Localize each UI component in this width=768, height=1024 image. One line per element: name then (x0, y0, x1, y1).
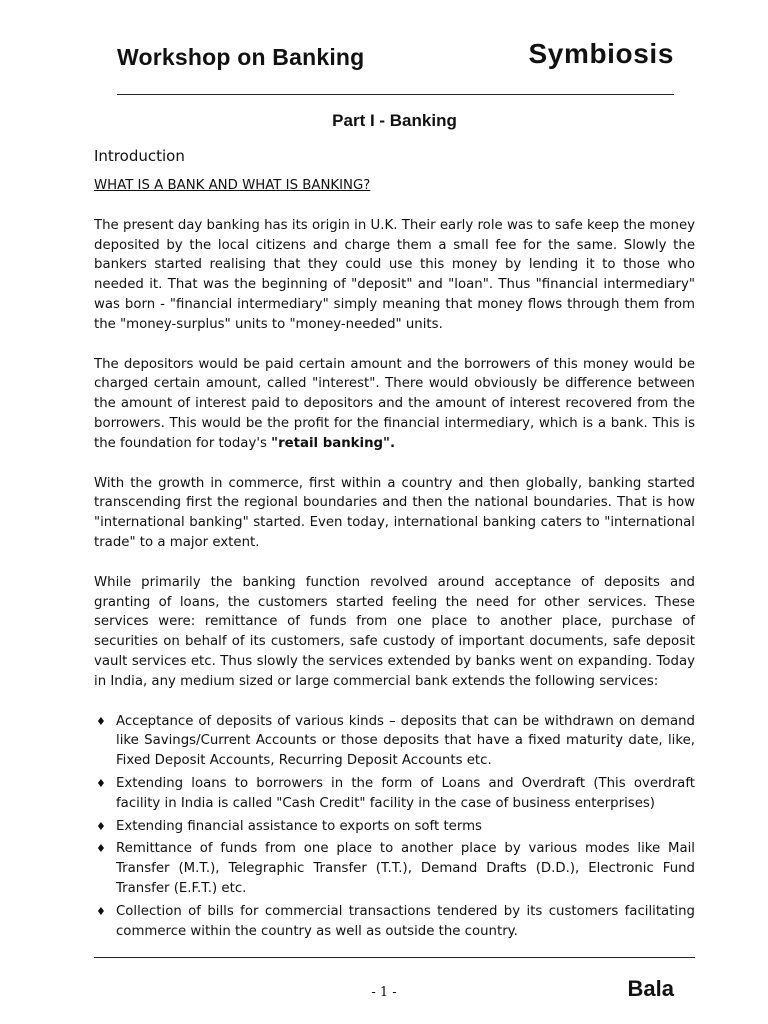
list-item (94, 712, 695, 771)
list-item (94, 774, 695, 814)
document-body (94, 110, 695, 944)
list-item (94, 839, 695, 898)
list-item-text: Collection of bills for commercial transactions tendered by its customers facilitating commerce within the country as well as outside the country. (116, 903, 695, 939)
diamond-bullet-icon: ♦ (96, 904, 106, 918)
footer-author: Bala (627, 976, 674, 1001)
list-item-text: Remittance of funds from one place to another place by various modes like Mail Transfer (M.T.), Telegraphic Transfer (T.T.), Demand Drafts (D.D.), Electronic Fund Transfer (E.F.T.) etc. (116, 841, 695, 896)
paragraph-1: The present day banking has its origin in U.K. Their early role was to safe keep the money deposited by the local citizens and charge them a small fee for the same. Slowly the bankers started realising that they could use this money by lending it to those who needed it. That was the beginning of "deposit" and "loan". Thus "financial intermediary" was born - "financial intermediary" simply meaning that money flows through them from the "money-surplus" units to "money-needed" units. (94, 217, 695, 332)
diamond-bullet-icon: ♦ (96, 819, 106, 833)
list-item (94, 817, 695, 837)
sub-heading: WHAT IS A BANK AND WHAT IS BANKING? (94, 178, 371, 193)
list-item (94, 902, 695, 942)
paragraph-2 (94, 355, 695, 454)
paragraph-3: With the growth in commerce, first within a country and then globally, banking started transcending first the regional boundaries and then the national boundaries. That is how "international banking" started. Even today, international banking caters to "international trade" to a major extent. (94, 475, 695, 550)
section-heading: Introduction (94, 147, 185, 165)
list-item-text: Extending loans to borrowers in the form of Loans and Overdraft (This overdraft facility in India is called "Cash Credit" facility in the case of business enterprises) (116, 775, 695, 811)
diamond-bullet-icon: ♦ (96, 714, 106, 728)
page-header (117, 36, 674, 95)
header-title: Workshop on Banking (117, 44, 365, 70)
part-title: Part I - Banking (332, 111, 457, 130)
header-institution: Symbiosis (528, 38, 674, 69)
paragraph-4: While primarily the banking function revolved around acceptance of deposits and granting of loans, the customers started feeling the need for other services. These services were: remittance of funds from one place to another place, purchase of securities on behalf of its customers, safe custody of important documents, safe deposit vault services etc. Thus slowly the services extended by banks went on expanding. Today in India, any medium sized or large commercial bank extends the following services: (94, 574, 695, 689)
diamond-bullet-icon: ♦ (96, 776, 106, 790)
list-item-text: Acceptance of deposits of various kinds – deposits that can be withdrawn on demand like Savings/Current Accounts or those deposits that have a fixed maturity date, like, Fixed Deposit Accounts, Recurring Deposit Accounts etc. (116, 713, 695, 769)
paragraph-2-text: The depositors would be paid certain amount and the borrowers of this money would be charged certain amount, called "interest". There would obviously be difference between the amount of interest paid to depositors and the amount of interest recovered from the borrowers. This would be the profit for the financial intermediary, which is a bank. This is the foundation for today's (94, 356, 695, 451)
retail-banking-emphasis: "retail banking". (271, 435, 396, 451)
services-list (94, 712, 695, 942)
page-number: - 1 - (371, 985, 397, 1000)
footer-divider (94, 957, 695, 958)
list-item-text: Extending financial assistance to exports on soft terms (116, 818, 482, 834)
diamond-bullet-icon: ♦ (96, 842, 106, 856)
